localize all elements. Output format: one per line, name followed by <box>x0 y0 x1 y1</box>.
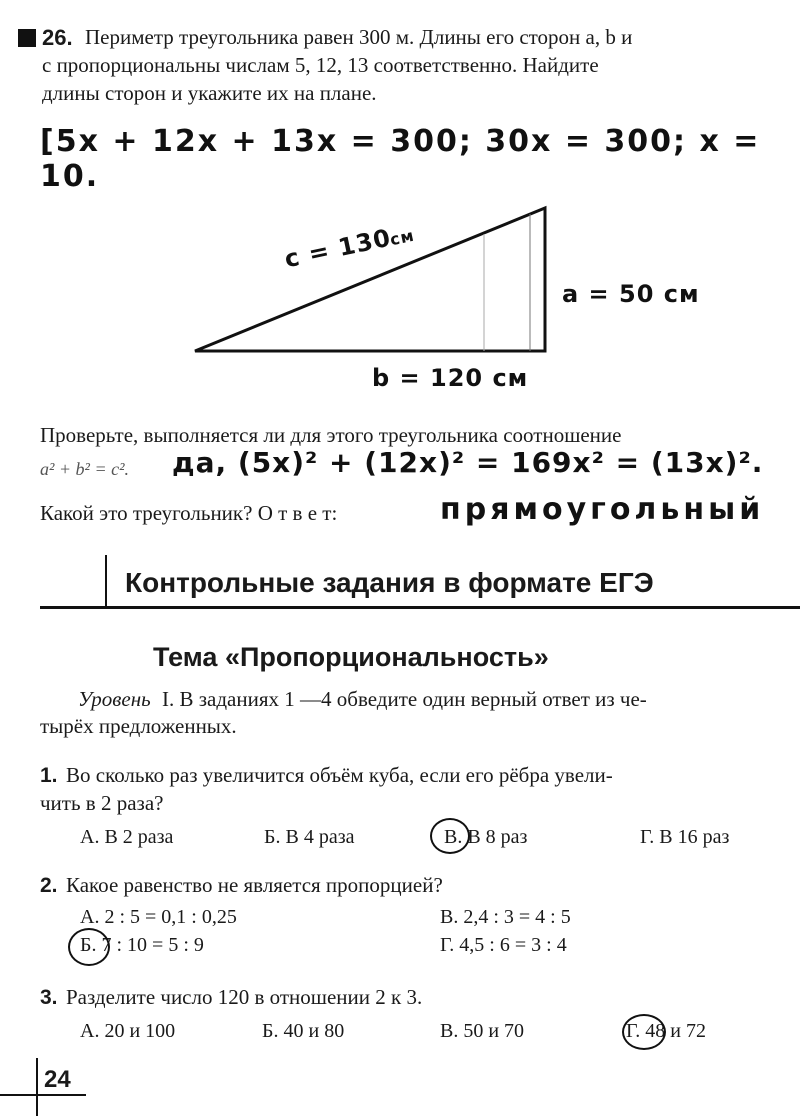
level-prefix: Уровень <box>78 687 151 711</box>
page-number-vline <box>36 1058 38 1116</box>
q1-option-v[interactable]: В. В 8 раз <box>444 826 528 848</box>
handwritten-answer: прямоугольный <box>440 492 765 527</box>
level-text-1: I. В заданиях 1 —4 обведите один верный ответ из че- <box>162 687 647 711</box>
q1-option-g[interactable]: Г. В 16 раз <box>640 826 730 848</box>
q1-option-a[interactable]: А. В 2 раза <box>80 826 174 848</box>
task-26-marker <box>18 29 36 47</box>
topic-title: Тема «Пропорциональность» <box>153 642 549 672</box>
section-title: Контрольные задания в формате ЕГЭ <box>125 567 654 598</box>
page-number: 24 <box>44 1066 71 1093</box>
page-number-hline <box>0 1094 86 1096</box>
pythagoras-formula: a² + b² = c². <box>40 459 129 479</box>
q3-text: Разделите число 120 в отношении 2 к 3. <box>66 985 423 1009</box>
q1-selected-circle <box>430 818 470 854</box>
task-26-number: 26. <box>42 25 73 50</box>
q2-option-g[interactable]: Г. 4,5 : 6 = 3 : 4 <box>440 934 567 956</box>
handwritten-check: да, (5x)² + (12x)² = 169x² = (13x)². <box>172 446 764 479</box>
label-side-b: b = 120 см <box>372 364 529 392</box>
check-text: Проверьте, выполняется ли для этого треугольника соотношение <box>40 423 622 447</box>
q2-option-v[interactable]: В. 2,4 : 3 = 4 : 5 <box>440 906 571 928</box>
label-side-c-unit: см <box>388 225 417 250</box>
q2-option-a[interactable]: А. 2 : 5 = 0,1 : 0,25 <box>80 906 237 928</box>
q3-option-v[interactable]: В. 50 и 70 <box>440 1020 525 1042</box>
task-26-line-2: c пропорциональны числам 5, 12, 13 соответственно. Найдите <box>42 53 599 77</box>
q2-option-b[interactable]: Б. 7 : 10 = 5 : 9 <box>80 934 204 956</box>
q1-line-1: Во сколько раз увеличится объём куба, если его рёбра увели- <box>66 763 613 787</box>
q1-number: 1. <box>40 764 58 787</box>
section-left-rule <box>105 555 107 607</box>
q3-option-a[interactable]: А. 20 и 100 <box>80 1020 176 1042</box>
q3-option-b[interactable]: Б. 40 и 80 <box>262 1020 345 1042</box>
q3-option-g[interactable]: Г. 48 и 72 <box>626 1020 707 1042</box>
q3-selected-circle <box>622 1014 666 1050</box>
triangle-question: Какой это треугольник? О т в е т: <box>40 501 338 525</box>
label-side-c: c = 130 <box>282 223 394 274</box>
task-26-line-3: длины сторон и укажите их на плане. <box>42 81 377 105</box>
level-text-2: тырёх предложенных. <box>40 714 237 738</box>
q2-selected-circle <box>68 928 110 966</box>
label-side-a: a = 50 см <box>562 280 700 308</box>
section-divider <box>40 606 800 609</box>
task-26-line-1: Периметр треугольника равен 300 м. Длины его сторон a, b и <box>85 25 633 49</box>
q1-option-b[interactable]: Б. В 4 раза <box>264 826 355 848</box>
q3-number: 3. <box>40 986 58 1009</box>
q2-number: 2. <box>40 874 58 897</box>
q1-line-2: чить в 2 раза? <box>40 791 164 815</box>
q2-text: Какое равенство не является пропорцией? <box>66 873 443 897</box>
handwritten-equation: [5x + 12x + 13x = 300; 30x = 300; x = 10. <box>40 124 761 194</box>
